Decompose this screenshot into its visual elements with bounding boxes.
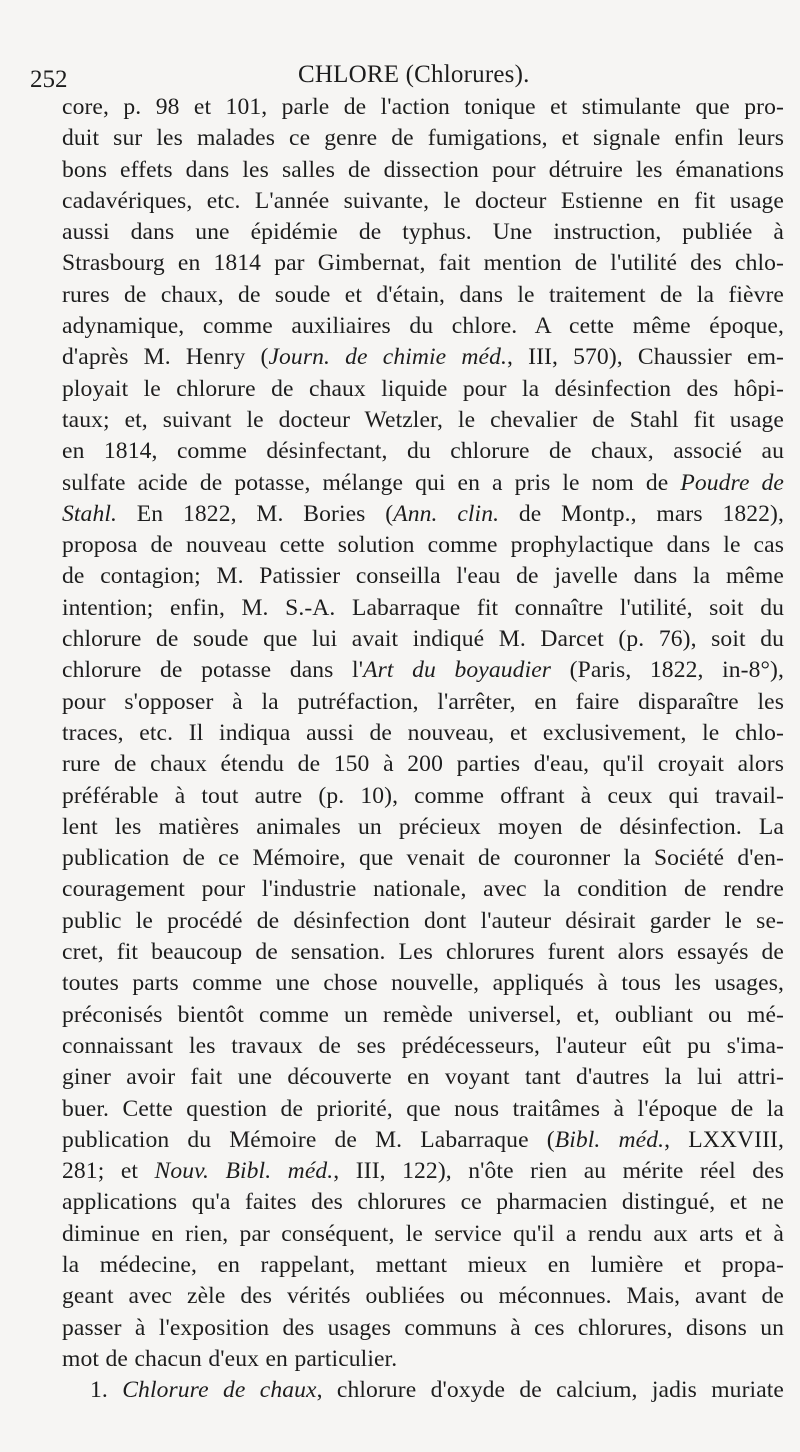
text-segment: , LXXVIII, (664, 1126, 784, 1153)
text-segment: diminue en rien, par conséquent, le service qu'il a rendu aux arts et à (62, 1220, 784, 1247)
text-line (62, 499, 784, 530)
text-line (62, 342, 784, 373)
page-header (30, 58, 784, 93)
text-segment: sulfate acide de potasse, mélange qui en a pris le nom de (62, 469, 681, 496)
text-line (62, 874, 784, 905)
text-segment: taux; et, suivant le docteur Wetzler, le chevalier de Stahl fit usage (62, 406, 784, 433)
text-line (62, 1094, 784, 1125)
text-line (62, 937, 784, 968)
text-line (62, 1125, 784, 1156)
text-line (62, 1156, 784, 1187)
text-segment: (Paris, 1822, in-8°), (551, 657, 784, 684)
text-line (62, 1250, 784, 1281)
italic-citation: Bibl. méd. (554, 1126, 665, 1153)
page-number: 252 (30, 66, 68, 93)
text-segment: cret, fit beaucoup de sensation. Les chlorures furent alors essayés de (62, 939, 784, 966)
text-segment: chlorure de soude que lui avait indiqué M. Darcet (p. 76), soit du (62, 626, 784, 653)
text-line (62, 906, 784, 937)
text-line (62, 624, 784, 655)
text-line (62, 186, 784, 217)
text-segment: ployait le chlorure de chaux liquide pour la désinfection des hôpi- (62, 375, 784, 402)
text-segment: bons effets dans les salles de dissection pour détruire les émanations (62, 156, 784, 183)
text-line (62, 468, 784, 499)
text-line (62, 530, 784, 561)
text-segment: connaissant les travaux de ses prédécesseurs, l'auteur eût pu s'ima- (62, 1032, 784, 1059)
text-segment: applications qu'a faites des chlorures ce pharmacien distingué, et ne (62, 1189, 784, 1216)
text-line (62, 687, 784, 718)
italic-citation: Stahl. (62, 500, 117, 527)
text-segment: buer. Cette question de priorité, que nous traitâmes à l'époque de la (62, 1095, 784, 1122)
text-segment: d'après M. Henry ( (62, 344, 269, 371)
text-line (62, 1344, 784, 1375)
text-segment: couragement pour l'industrie nationale, avec la condition de rendre (62, 876, 784, 903)
text-segment: En 1822, M. Bories ( (117, 500, 394, 527)
text-segment: geant avec zèle des vérités oubliées ou méconnues. Mais, avant de (62, 1283, 784, 1310)
text-line (62, 405, 784, 436)
text-line (62, 968, 784, 999)
text-segment: , chlorure d'oxyde de calcium, jadis muriate (316, 1377, 784, 1404)
text-line (62, 1000, 784, 1031)
text-segment: aussi dans une épidémie de typhus. Une instruction, publiée à (62, 219, 784, 246)
text-line (62, 217, 784, 248)
text-segment: en 1814, comme désinfectant, du chlorure de chaux, associé au (62, 438, 784, 465)
text-line (62, 374, 784, 405)
text-line (62, 1313, 784, 1344)
text-segment: cadavériques, etc. L'année suivante, le docteur Estienne en fit usage (62, 187, 784, 214)
text-segment: pour s'opposer à la putréfaction, l'arrêter, en faire disparaître les (62, 688, 784, 715)
text-line (62, 280, 784, 311)
text-segment: public le procédé de désinfection dont l'auteur désirait garder le se- (62, 907, 784, 934)
italic-citation: Poudre de (680, 469, 784, 496)
text-line (62, 1062, 784, 1093)
text-line (62, 593, 784, 624)
text-line (62, 248, 784, 279)
text-line (62, 843, 784, 874)
text-line (62, 812, 784, 843)
text-segment: 1. (90, 1377, 123, 1404)
text-line (62, 311, 784, 342)
text-line (62, 561, 784, 592)
text-segment: lent les matières animales un précieux moyen de désinfection. La (62, 813, 784, 840)
italic-citation: Nouv. Bibl. méd. (154, 1158, 334, 1185)
body-text (62, 92, 784, 1406)
text-segment: toutes parts comme une chose nouvelle, appliqués à tous les usages, (62, 970, 784, 997)
text-segment: passer à l'exposition des usages communs à ces chlorures, disons un (62, 1314, 784, 1341)
text-segment: publication du Mémoire de M. Labarraque ( (62, 1126, 555, 1153)
text-segment: publication de ce Mémoire, que venait de couronner la Société d'en- (62, 845, 784, 872)
text-segment: proposa de nouveau cette solution comme prophylactique dans le cas (62, 532, 784, 559)
italic-citation: Art du boyaudier (363, 657, 552, 684)
text-segment: de contagion; M. Patissier conseilla l'eau de javelle dans la même (62, 563, 784, 590)
text-segment: chlorure de potasse dans l' (62, 657, 364, 684)
text-segment: la médecine, en rappelant, mettant mieux en lumière et propa- (62, 1251, 784, 1278)
text-line (62, 718, 784, 749)
text-segment: , III, 570), Chaussier em- (506, 344, 784, 371)
text-segment: adynamique, comme auxiliaires du chlore. A cette même époque, (62, 313, 784, 340)
text-line (62, 155, 784, 186)
text-segment: mot de chacun d'eux en particulier. (62, 1345, 398, 1372)
text-line (62, 655, 784, 686)
text-segment: préconisés bientôt comme un remède universel, et, oubliant ou mé- (62, 1001, 784, 1028)
text-segment: Strasbourg en 1814 par Gimbernat, fait mention de l'utilité des chlo- (62, 250, 784, 277)
text-segment: core, p. 98 et 101, parle de l'action tonique et stimulante que pro- (62, 94, 784, 120)
text-line (62, 1187, 784, 1218)
running-title: CHLORE (Chlorures). (298, 61, 530, 88)
text-segment: intention; enfin, M. S.-A. Labarraque fit connaître l'utilité, soit du (62, 594, 784, 621)
text-segment: , III, 122), n'ôte rien au mérite réel des (333, 1158, 784, 1185)
text-line (62, 781, 784, 812)
text-line (62, 1219, 784, 1250)
italic-citation: Journ. de chimie méd. (268, 344, 507, 371)
text-segment: duit sur les malades ce genre de fumigations, et signale enfin leurs (62, 125, 784, 152)
text-segment: traces, etc. Il indiqua aussi de nouveau, et exclusivement, le chlo- (62, 719, 784, 746)
italic-citation: Chlorure de chaux (122, 1377, 317, 1404)
text-line (62, 1375, 784, 1406)
text-segment: rure de chaux étendu de 150 à 200 parties d'eau, qu'il croyait alors (62, 751, 784, 778)
text-segment: rures de chaux, de soude et d'étain, dans le traitement de la fièvre (62, 281, 784, 308)
text-line (62, 436, 784, 467)
text-line (62, 1281, 784, 1312)
text-line (62, 123, 784, 154)
text-line (62, 1031, 784, 1062)
text-line (62, 749, 784, 780)
text-segment: giner avoir fait une découverte en voyant tant d'autres la lui attri- (62, 1064, 784, 1091)
text-segment: de Montp., mars 1822), (499, 500, 784, 527)
text-segment: 281; et (62, 1158, 155, 1185)
text-segment: préférable à tout autre (p. 10), comme offrant à ceux qui travail- (62, 782, 784, 809)
text-line (62, 92, 784, 123)
italic-citation: Ann. clin. (393, 500, 500, 527)
